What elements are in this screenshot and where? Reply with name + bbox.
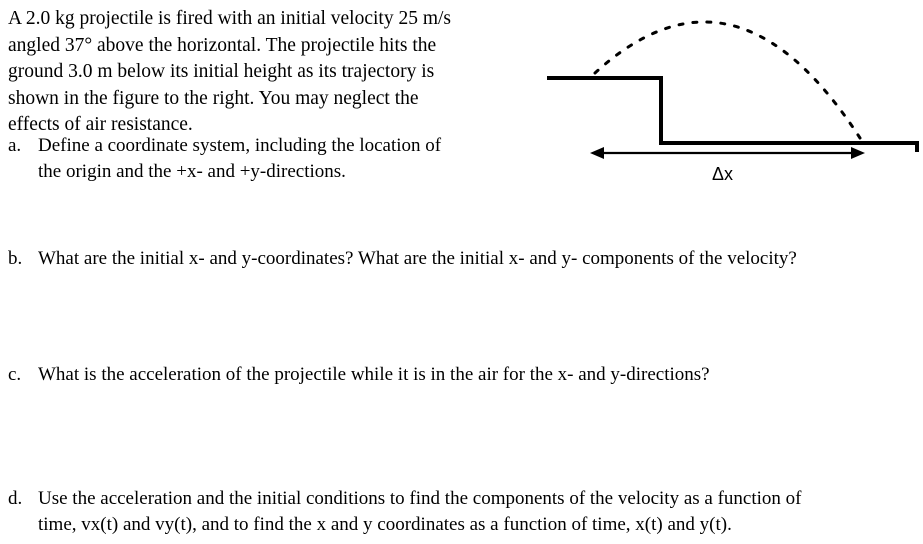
delta-x-arrow-right-head [851, 147, 865, 159]
trajectory-diagram [540, 0, 923, 200]
question-a-line-1: Define a coordinate system, including the location of [38, 135, 442, 156]
question-a-label: a. [8, 135, 22, 156]
question-b [8, 246, 913, 272]
delta-x-label: Δx [712, 164, 734, 184]
problem-statement [8, 6, 508, 139]
intro-line-2: angled 37° above the horizontal. The projectile hits the [8, 34, 437, 56]
question-a [8, 133, 508, 185]
intro-line-5: effects of air resistance. [8, 114, 193, 135]
question-d [8, 486, 918, 538]
question-c-text: What is the acceleration of the projectile while it is in the air for the x- and y-directions? [38, 364, 710, 385]
question-d-line-1: Use the acceleration and the initial conditions to find the components of the velocity as a function of [38, 488, 802, 509]
question-c [8, 362, 913, 388]
intro-line-1: A 2.0 kg projectile is fired with an initial velocity 25 m/s [8, 8, 452, 29]
question-b-text: What are the initial x- and y-coordinates? What are the initial x- and y- components of the velocity? [38, 248, 797, 269]
intro-line-3: ground 3.0 m below its initial height as its trajectory is [8, 61, 435, 82]
question-d-line-2: time, vx(t) and vy(t), and to find the x and y coordinates as a function of time, x(t) and y(t). [38, 514, 732, 535]
question-c-label: c. [8, 364, 22, 385]
question-a-line-2: the origin and the +x- and +y-directions. [38, 161, 346, 182]
question-d-label: d. [8, 488, 23, 509]
trajectory-figure [540, 0, 923, 205]
question-b-label: b. [8, 248, 23, 269]
intro-line-4: shown in the figure to the right. You may neglect the [8, 87, 419, 109]
ground-profile [547, 78, 917, 152]
delta-x-arrow-left-head [590, 147, 604, 159]
